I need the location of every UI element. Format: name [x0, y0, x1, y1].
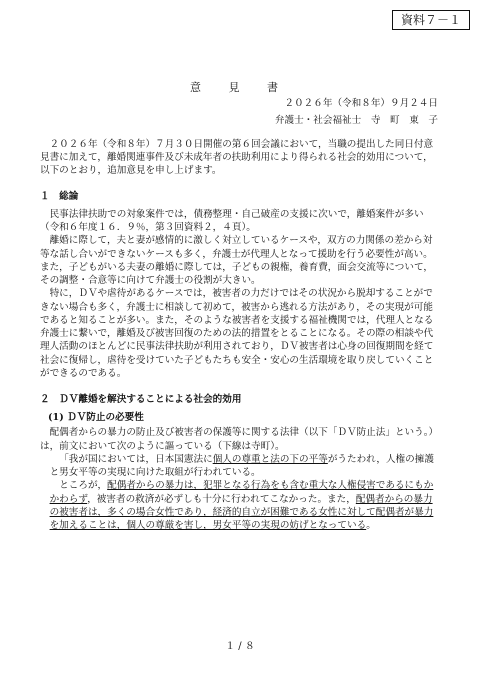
document-body [40, 138, 440, 532]
section-2-paragraph-1: 配偶者からの暴力の防止及び被害者の保護等に関する法律（以下「ＤＶ防止法」という。）は，前文において次のように謳っている（下線は寺町）。 [40, 427, 439, 452]
underlined-quote-text: 個人の尊重と法の下の平等 [212, 453, 328, 465]
intro-paragraph: ２０２６年（令和８年）７月３０日開催の第６回会議において，当職の提出した同日付意見書に加えて，離婚関連事件及び未成年者の扶助利用により得られる社会的効用について，以下のとおり，追加意見を申し上げます。 [40, 139, 434, 177]
page-title: 意 見 書 [190, 81, 290, 94]
quote-text: がうたわれ，人権の擁護と男女平等の実現に向けた取組が行われている。 [49, 453, 434, 479]
quote-text: 。 [366, 520, 376, 532]
quote-paragraph-2 [40, 479, 440, 532]
section-1-paragraph-1: 民事法律扶助での対象案件では，債務整理・自己破産の支援に次いで，離婚案件が多い（令和６年度１６．９％，第３回資料２，４頁）。 [40, 208, 424, 234]
document-author: 弁護士・社会福祉士 寺 町 東 子 [274, 115, 438, 126]
document-date: ２０２６年（令和８年）９月２４日 [284, 98, 438, 109]
underlined-quote-text: 配偶者からの暴力は，犯罪となる行為をも含む重大な人権侵害であるにもかかわらず [49, 480, 434, 505]
quote-text: 「我が国においては，日本国憲法に [59, 453, 213, 465]
quote-text: ところが， [59, 480, 108, 492]
underlined-quote-text: 配偶者からの暴力の被害者は，多くの場合女性であり，経済的自立が困難である女性に対して配偶者が暴力を加えることは，個人の尊厳を害し，男女平等の実現の妨げとなっている [49, 493, 434, 532]
quote-text: ，被害者の救済が必ずしも十分に行われてこなかった。また， [87, 493, 356, 505]
section-1-paragraph-2: 離婚に際して，夫と妻が感情的に激しく対立しているケースや，双方の力関係の差から対等な話し合いができないケースも多く，弁護士が代理人となって援助を行う必要性が高い。また，子どもがいる夫妻の離婚に際しては，子どもの親権，養育費，面会交流等について，その調整・合意等に向けて弁護士の役割が大きい。 [40, 235, 433, 287]
document-id-badge: 資料７－１ [392, 10, 470, 30]
section-1-heading: １ 総論 [40, 190, 79, 202]
section-2-heading: ２ ＤＶ離婚を解決することによる社会的効用 [40, 393, 242, 405]
section-2-subheading-1: (1) ＤＶ防止の必要性 [48, 412, 144, 424]
page-number: １ / ８ [225, 641, 255, 653]
section-1-paragraph-3: 特に，ＤＶや虐待があるケースでは，被害者の力だけではその状況から脱却することができない場合も多く，弁護士に相談して初めて，被害から逃れる方法があり，その実現が可能であると知ることが多い。また，そのような被害者を支援する福祉機関では，代理人となる弁護士に繋いで，離婚及び被害回復のための法的措置をとることになる。その際の相談や代理人活動のほとんどに民事法律扶助が利用されており，ＤＶ被害者は心身の回復期間を経て社会に復帰し，虐待を受けていた子どもたちも安全・安心の生活環境を取り戻していくことができるのである。 [40, 288, 434, 379]
quote-paragraph-1 [40, 453, 440, 479]
